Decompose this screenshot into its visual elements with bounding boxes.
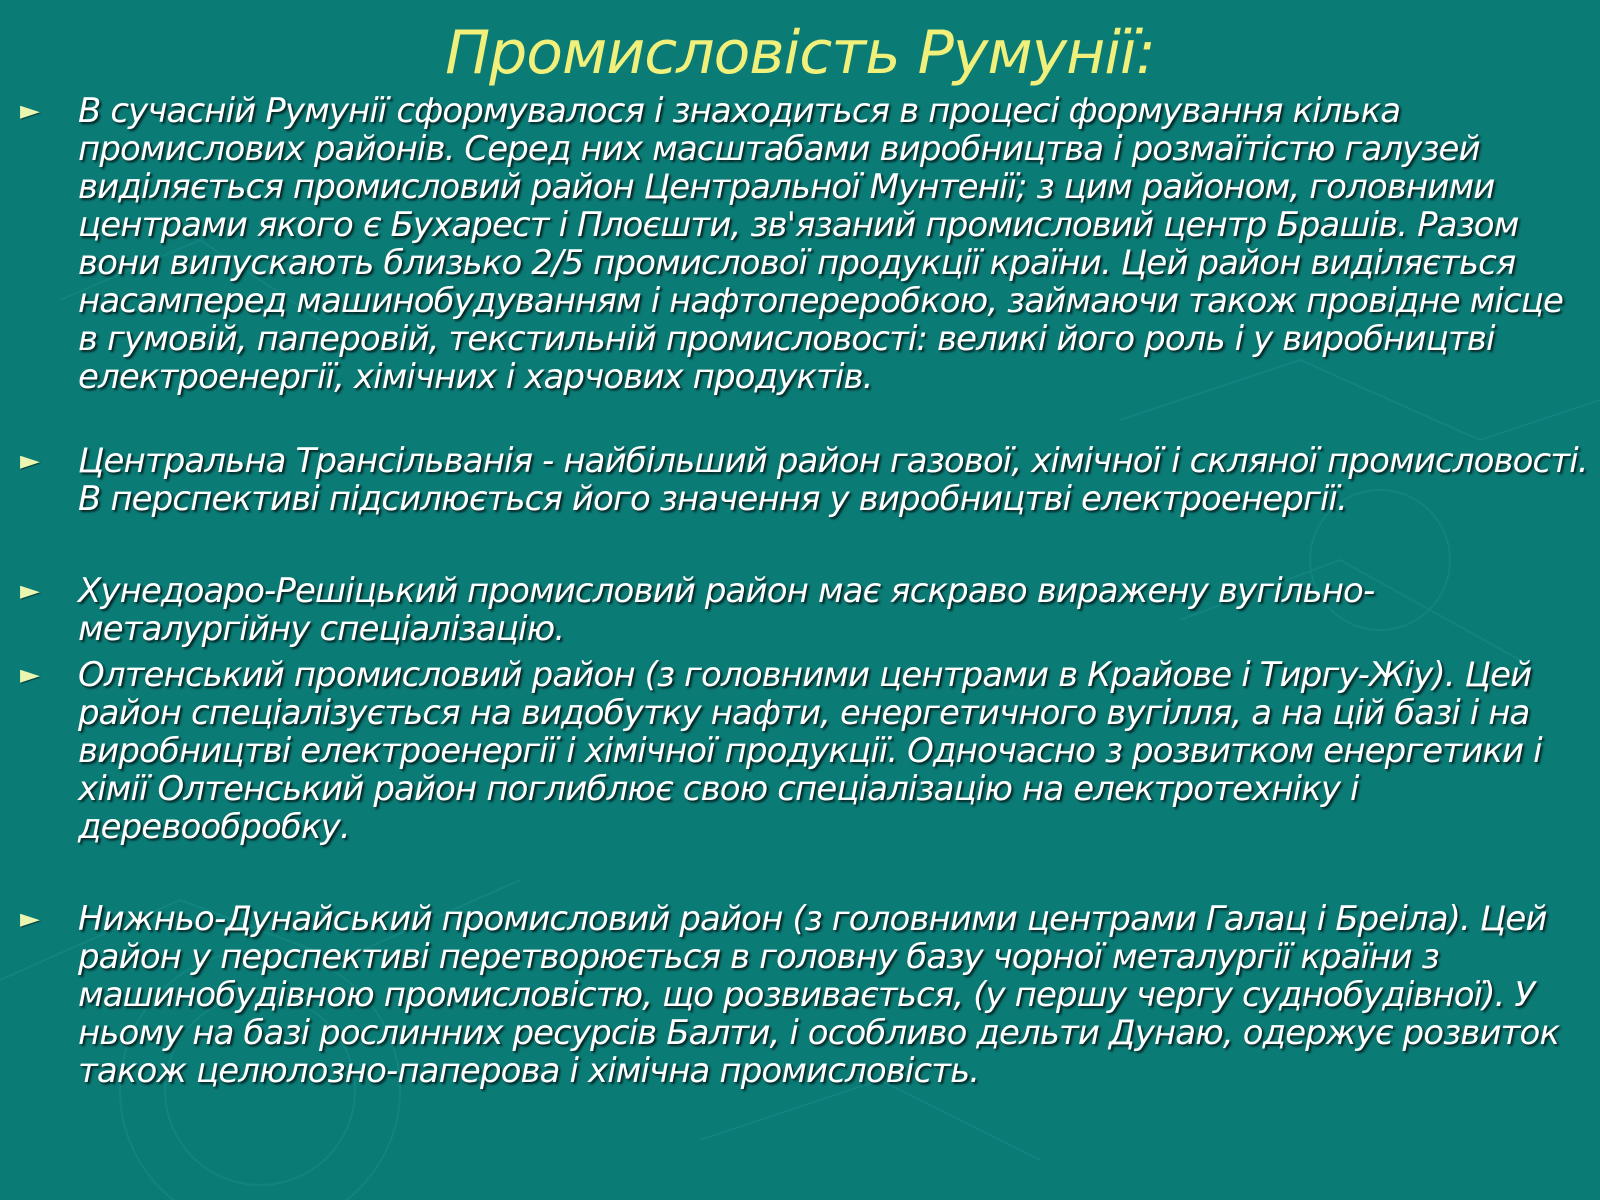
bullet-item xyxy=(0,656,1600,846)
slide-title: Промисловість Румунії: xyxy=(445,18,1155,88)
bullet-text: Нижньо-Дунайський промисловий район (з головними центрами Галац і Бреіла). Цей район у перспективі перетворюється в головну базу чорної металургії країни з машинобудівною промисловістю, що розвивається, (у першу чергу суднобудівної). У ньому на базі рослинних ресурсів Балти, і особливо дельти Дунаю, одержує розвиток також целюлозно-паперова і хімічна промисловість. xyxy=(78,899,1560,1091)
bullet-text: Центральна Трансільванія - найбільший район газової, хімічної і скляної промисловості. В перспективі підсилюється його значення у виробництві електроенергії. xyxy=(78,441,1588,519)
bullet-arrow-icon: ► xyxy=(20,660,40,690)
bullet-item xyxy=(0,92,1600,396)
bullet-text: В сучасній Румунії сформувалося і знаходиться в процесі формування кілька промислових районів. Серед них масштабами виробництва і розмаїтістю галузей виділяється промисловий район Центральної Мунтенії; з цим районом, головними центрами якого є Бухарест і Плоєшти, зв'язаний промисловий центр Брашів. Разом вони випускають близько 2/5 промислової продукції країни. Цей район виділяється насамперед машинобудуванням і нафтопереробкою, займаючи також провідне місце в гумовій, паперовій, текстильній промисловості: великі його роль і у виробництві електроенергії, хімічних і харчових продуктів. xyxy=(78,91,1563,397)
bullet-item xyxy=(0,572,1600,648)
bullet-arrow-icon: ► xyxy=(20,576,40,606)
bullet-arrow-icon: ► xyxy=(20,446,40,476)
bullet-arrow-icon: ► xyxy=(20,904,40,934)
bullet-arrow-icon: ► xyxy=(20,96,40,126)
bullet-text: Хунедоаро-Решіцький промисловий район має яскраво виражену вугільно-металургійну спеціалізацію. xyxy=(78,571,1375,649)
bullet-item xyxy=(0,442,1600,518)
bullet-item xyxy=(0,900,1600,1090)
bullet-list xyxy=(0,92,1600,1090)
bullet-text: Олтенський промисловий район (з головними центрами в Крайове і Тиргу-Жіу). Цей район спеціалізується на видобутку нафти, енергетичного вугілля, а на цій базі і на виробництві електроенергії і хімічної продукції. Одночасно з розвитком енергетики і хімії Олтенський район поглиблює свою спеціалізацію на електротехніку і деревообробку. xyxy=(78,655,1542,847)
